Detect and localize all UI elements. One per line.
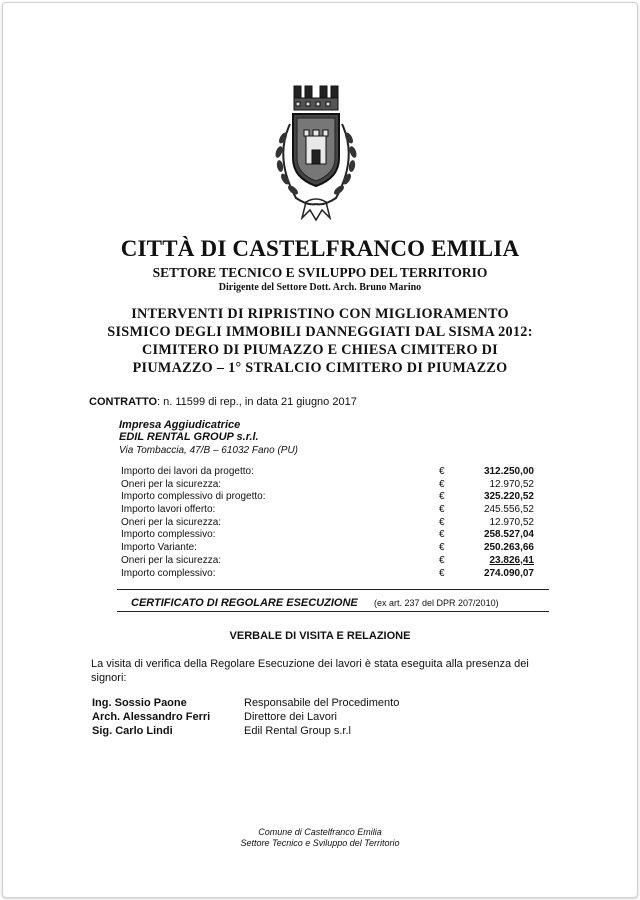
project-title-line-3: CIMITERO DI PIUMAZZO E CHIESA CIMITERO DI [142,342,498,358]
amount-value: 12.970,52 [489,478,534,490]
director-line: Dirigente del Settore Dott. Arch. Bruno Marino [218,282,422,293]
amount-label: Importo lavori offerto: [121,504,216,516]
amount-row [118,555,548,568]
divider [117,589,549,590]
amount-label: Importo complessivo: [121,567,216,579]
footer-line-2: Settore Tecnico e Sviluppo del Territorio [240,838,400,848]
contractor-address: Via Tombaccia, 47/B – 61032 Fano (PU) [119,445,298,456]
person-role: Edil Rental Group s.r.l [244,725,351,737]
amount-row [118,517,548,530]
amount-label: Oneri per la sicurezza: [121,478,222,490]
amount-value: 250.263,66 [483,542,534,554]
amount-value: 325.220,52 [483,491,534,503]
amount-label: Oneri per la sicurezza: [121,516,222,528]
contract-line [89,396,357,408]
contract-label: CONTRATTO [89,396,158,408]
currency-symbol: € [439,516,445,528]
amounts-table [118,466,548,580]
report-title: VERBALE DI VISITA E RELAZIONE [229,630,411,642]
currency-symbol: € [439,567,445,579]
currency-symbol: € [439,542,445,554]
amount-value: 23.826,41 [489,554,534,566]
report-intro: La visita di verifica della Regolare Esecuzione dei lavori è stata eseguita alla presenza dei signori: [91,658,529,684]
amount-label: Importo dei lavori da progetto: [121,466,254,477]
city-title: CITTÀ DI CASTELFRANCO EMILIA [120,236,520,261]
person-name: Ing. Sossio Paone [92,697,187,709]
currency-symbol: € [439,529,445,541]
amount-row [118,491,548,504]
currency-symbol: € [439,466,445,477]
department-subtitle: SETTORE TECNICO E SVILUPPO DEL TERRITORIO [152,265,488,280]
amount-label: Importo complessivo di progetto: [121,491,266,503]
amount-row [118,479,548,492]
certificate-title: CERTIFICATO DI REGOLARE ESECUZIONE [131,597,358,609]
contractor-name: EDIL RENTAL GROUP s.r.l. [119,431,259,443]
coat-of-arms-icon [256,78,376,228]
amount-row [118,568,548,581]
contractor-label: Impresa Aggiudicatrice [119,419,241,431]
project-title-line-2: SISMICO DEGLI IMMOBILI DANNEGGIATI DAL SISMA 2012: [107,324,533,340]
amount-value: 12.970,52 [489,516,534,528]
amount-value: 258.527,04 [483,529,534,541]
currency-symbol: € [439,478,445,490]
project-title-line-1: INTERVENTI DI RIPRISTINO CON MIGLIORAMENTO [131,306,509,322]
amount-label: Oneri per la sicurezza: [121,554,222,566]
amount-value: 312.250,00 [483,466,534,477]
amount-row [118,466,548,479]
certificate-reference: (ex art. 237 del DPR 207/2010) [374,598,499,608]
amount-value: 274.090,07 [483,567,534,579]
amount-label: Importo Variante: [121,542,197,554]
person-role: Responsabile del Procedimento [244,697,400,709]
person-name: Arch. Alessandro Ferri [92,711,211,723]
amount-row [118,542,548,555]
currency-symbol: € [439,504,445,516]
contract-text: : n. 11599 di rep., in data 21 giugno 2017 [157,396,357,408]
currency-symbol: € [439,491,445,503]
person-name: Sig. Carlo Lindi [92,725,173,737]
project-title-line-4: PIUMAZZO – 1° STRALCIO CIMITERO DI PIUMAZZO [132,360,508,376]
amount-label: Importo complessivo: [121,529,216,541]
person-role: Direttore dei Lavori [244,711,337,723]
amount-value: 245.556,52 [483,504,534,516]
divider [117,611,549,612]
amount-row [118,529,548,542]
footer-line-1: Comune di Castelfranco Emilia [258,827,382,837]
amount-row [118,504,548,517]
currency-symbol: € [439,554,445,566]
